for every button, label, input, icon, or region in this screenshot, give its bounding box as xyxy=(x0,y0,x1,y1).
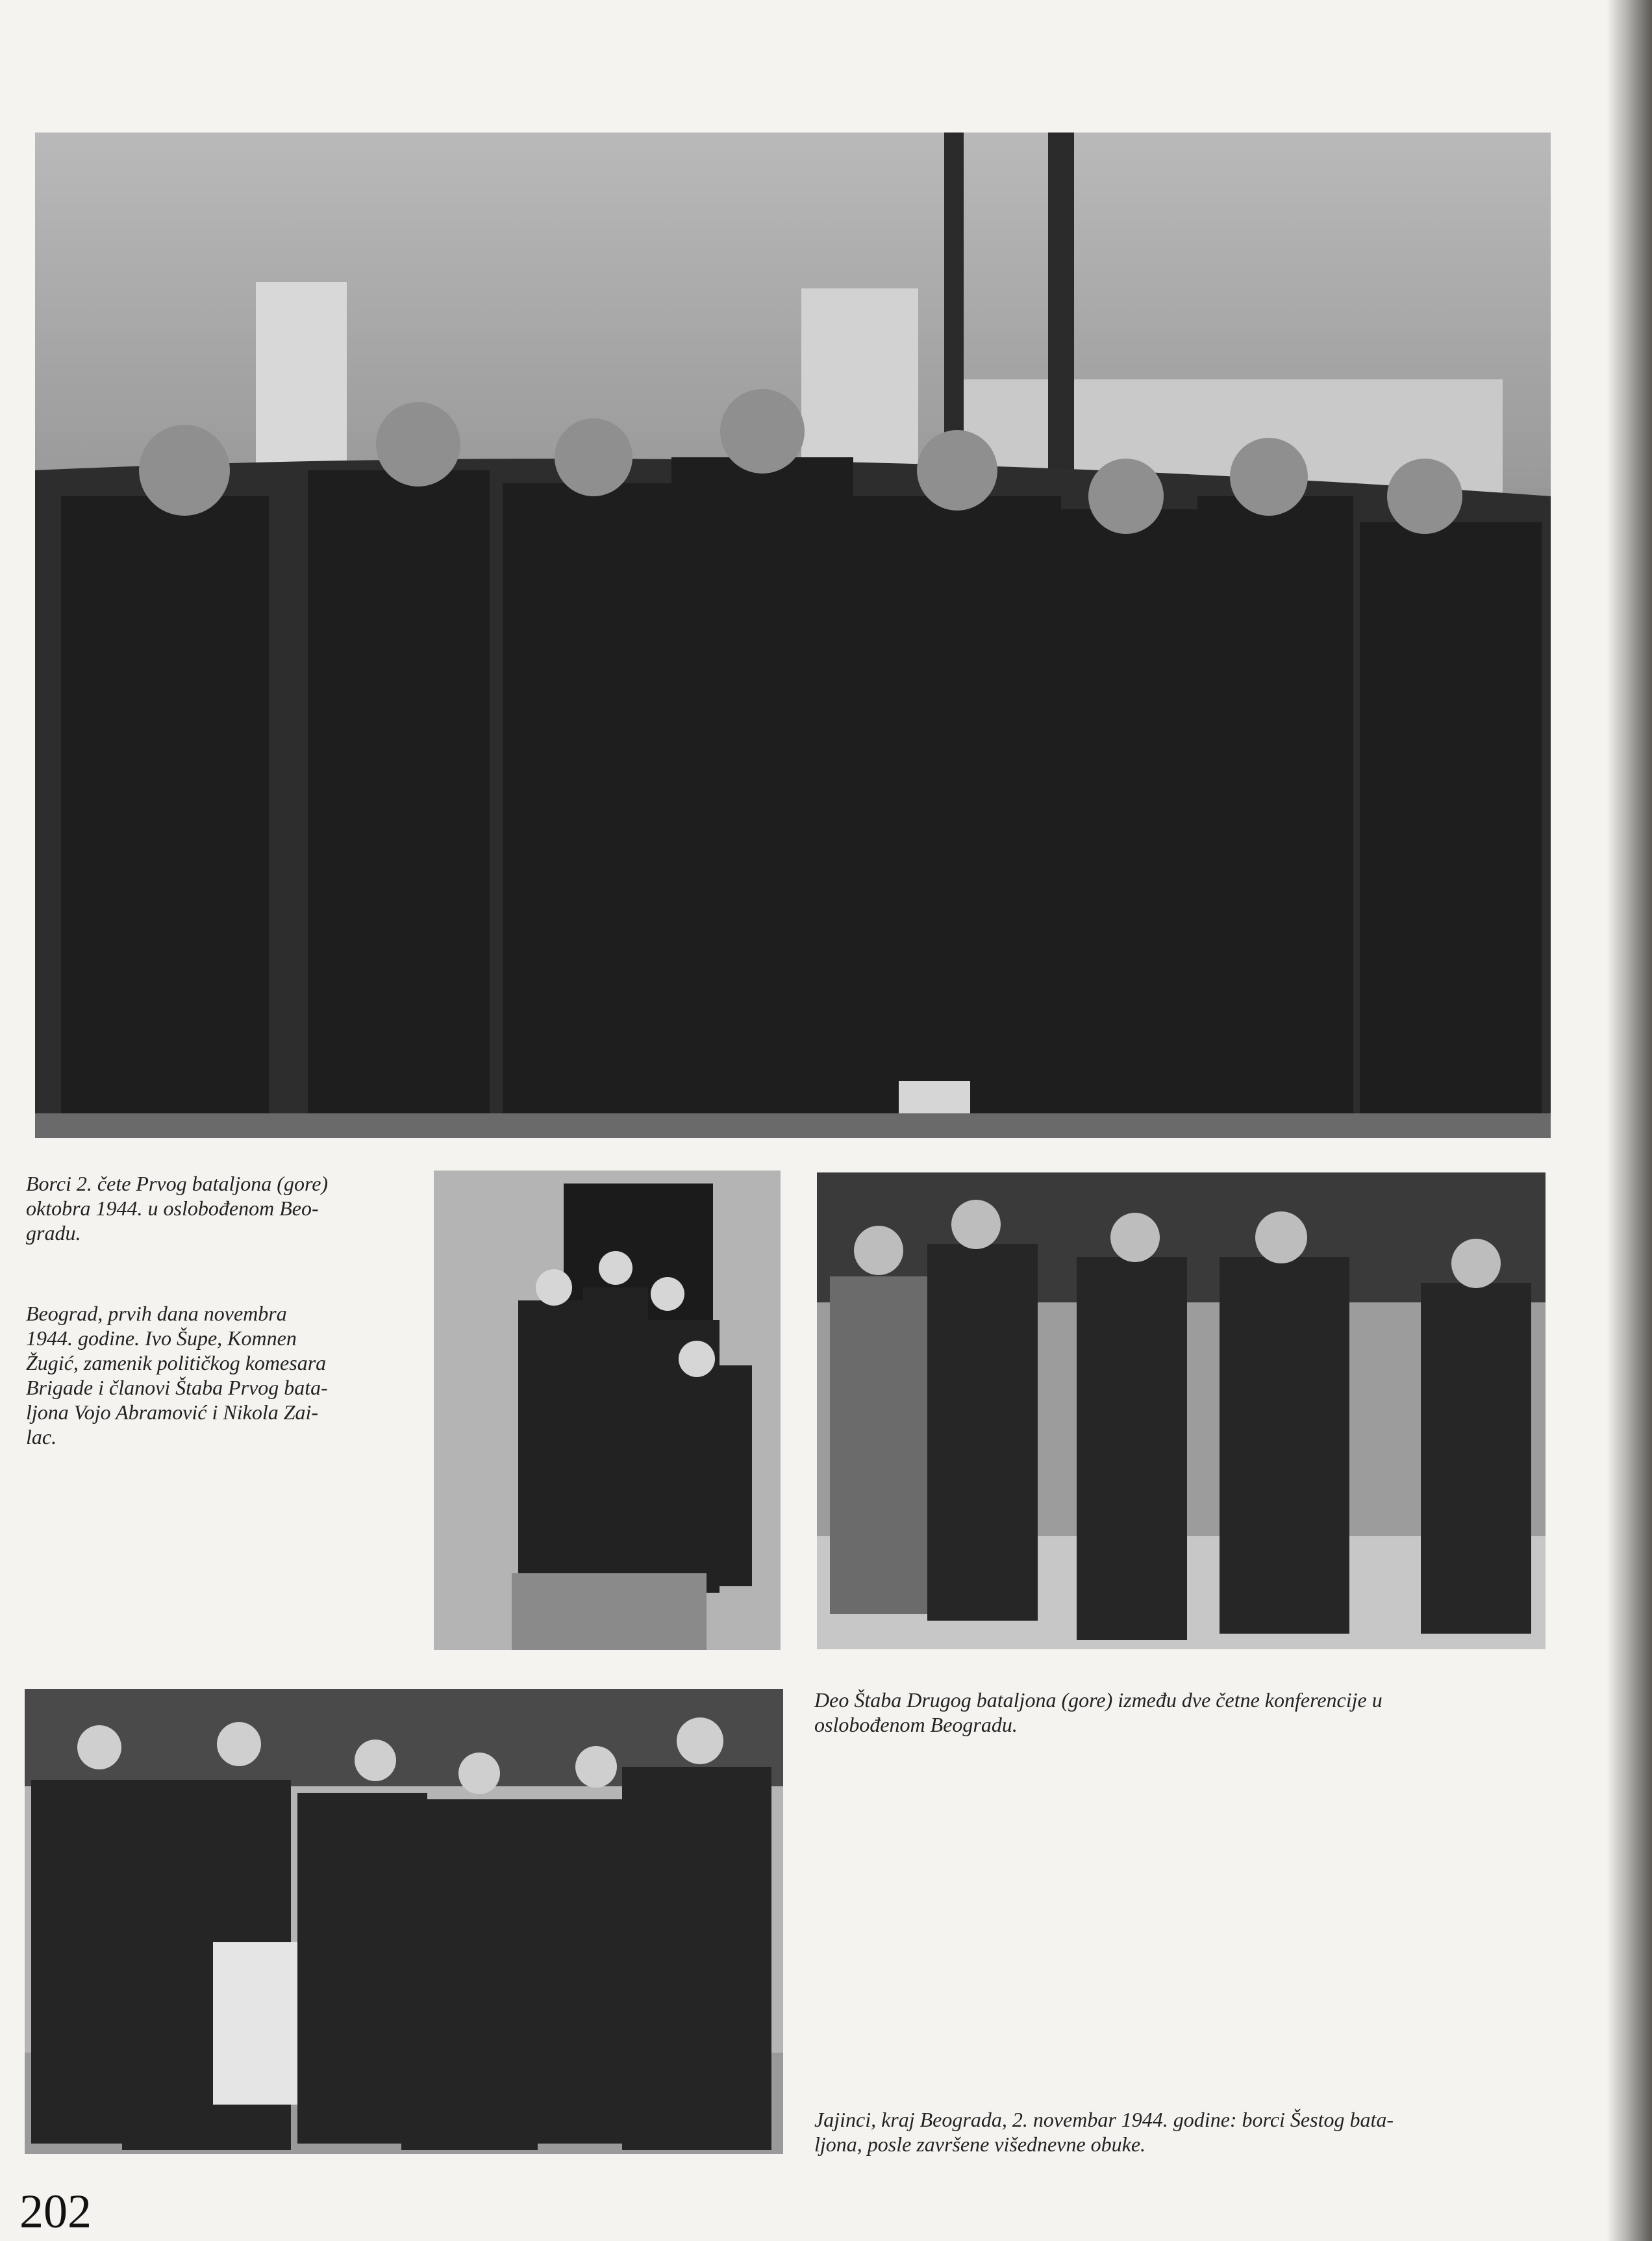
caption-line: Borci 2. čete Prvog bataljona (gore) xyxy=(26,1172,329,1195)
caption-second-battalion xyxy=(814,1688,1548,1737)
page-edge-shadow xyxy=(1607,0,1652,2241)
page-number: 202 xyxy=(19,2185,92,2238)
caption-line: ljona Vojo Abramović i Nikola Zai- xyxy=(26,1400,319,1424)
photo-top-soldiers xyxy=(35,133,1551,1138)
photo-middle-right-staff xyxy=(817,1172,1546,1649)
caption-line: Žugić, zamenik političkog komesara xyxy=(26,1351,327,1374)
caption-line: Deo Štaba Drugog bataljona (gore) između dve četne konferencije u xyxy=(814,1688,1383,1712)
photo-bottom-jajinci xyxy=(25,1689,783,2154)
caption-belgrade-november xyxy=(26,1301,403,1449)
caption-line: 1944. godine. Ivo Šupe, Komnen xyxy=(26,1326,297,1350)
caption-line: gradu. xyxy=(26,1221,81,1245)
photo-middle-right-image xyxy=(817,1172,1546,1649)
caption-line: ljona, posle završene višednevne obuke. xyxy=(814,2133,1146,2156)
photo-bottom-image xyxy=(25,1689,783,2154)
caption-line: Beograd, prvih dana novembra xyxy=(26,1302,287,1325)
caption-line: Brigade i članovi Štaba Prvog bata- xyxy=(26,1376,328,1399)
photo-top-image xyxy=(35,133,1551,1138)
caption-line: lac. xyxy=(26,1425,57,1449)
photo-middle-left-image xyxy=(434,1171,781,1650)
photo-middle-left-group xyxy=(434,1171,781,1650)
caption-line: oslobođenom Beogradu. xyxy=(814,1713,1018,1736)
caption-top-photo xyxy=(26,1171,416,1245)
caption-jajinci xyxy=(814,2107,1548,2157)
caption-line: oktobra 1944. u oslobođenom Beo- xyxy=(26,1196,319,1220)
caption-line: Jajinci, kraj Beograda, 2. novembar 1944. godine: borci Šestog bata- xyxy=(814,2108,1394,2131)
